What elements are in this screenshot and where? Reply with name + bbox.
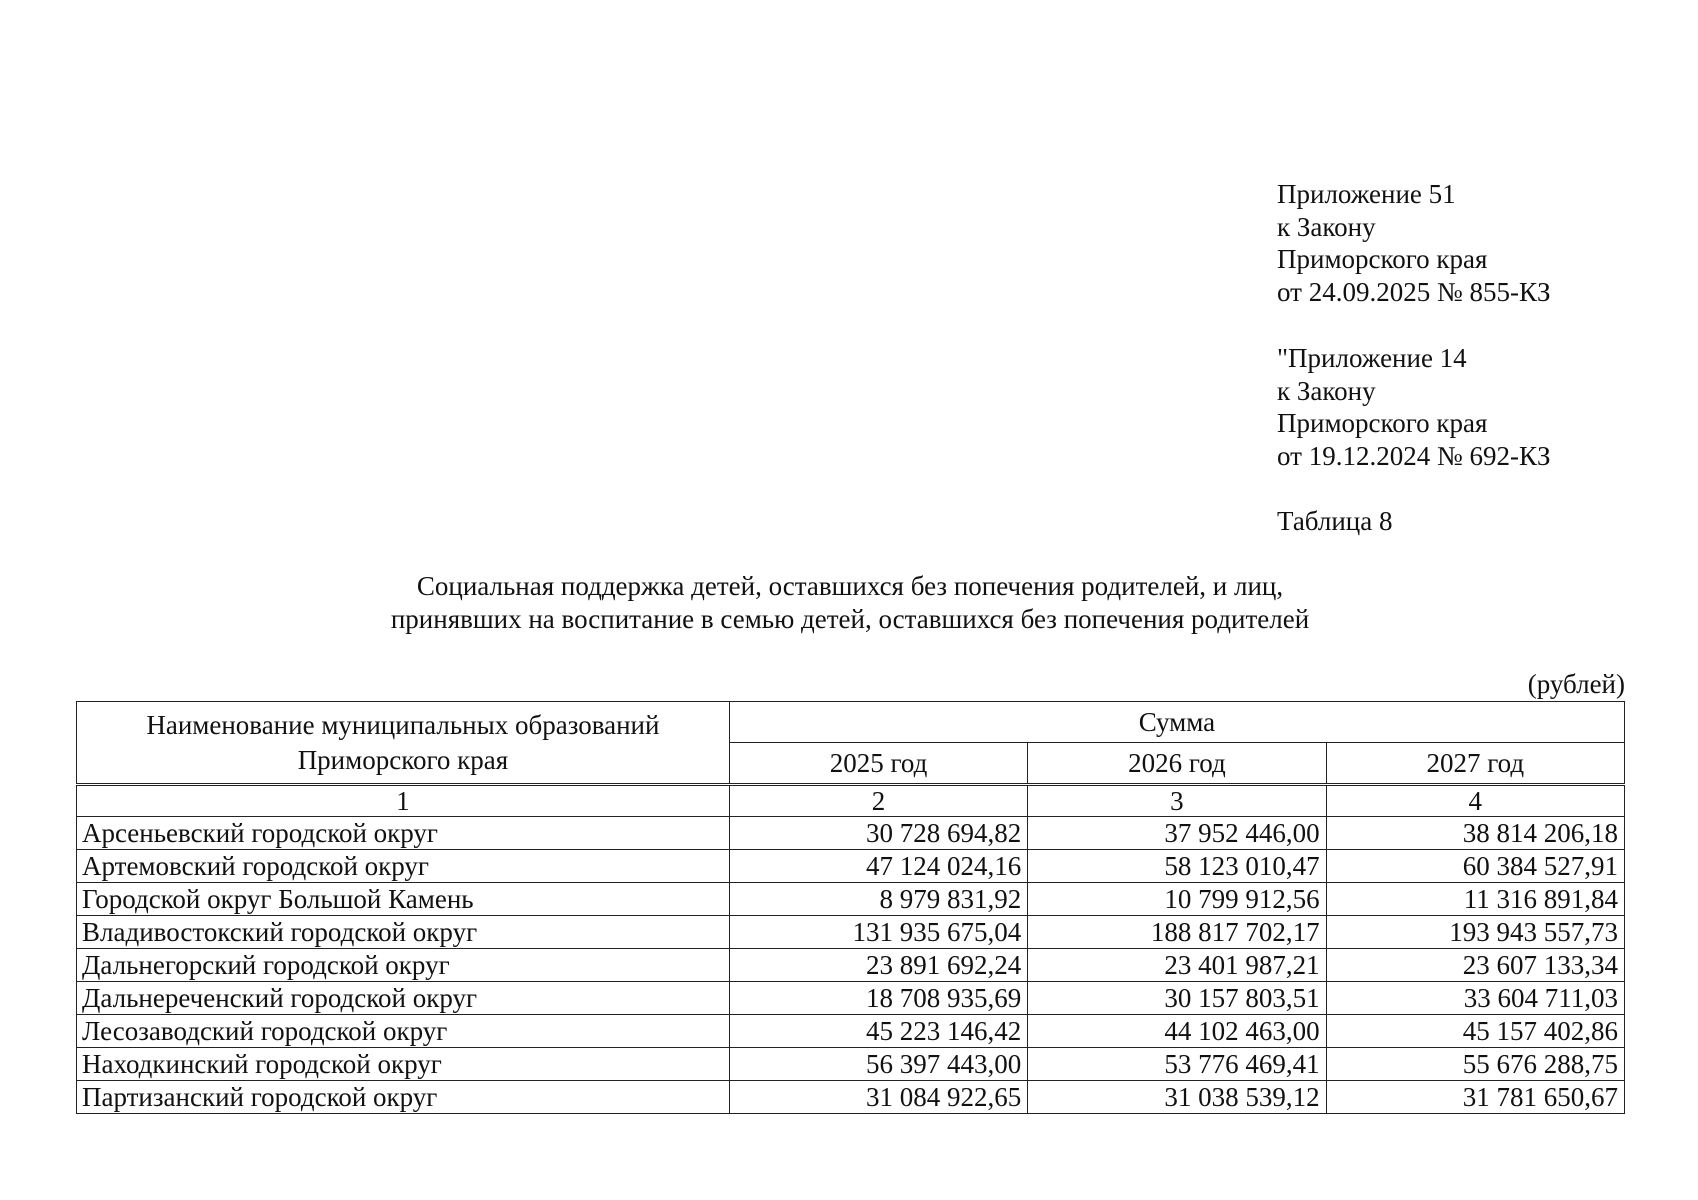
- amount-2027: 11 316 891,84: [1326, 883, 1624, 916]
- amount-2025: 18 708 935,69: [729, 982, 1027, 1015]
- annex-14-line-1: "Приложение 14: [1277, 343, 1467, 373]
- amount-2025: 23 891 692,24: [729, 949, 1027, 982]
- municipality-name: Артемовский городской округ: [77, 850, 730, 883]
- year-header-2027: 2027 год: [1326, 743, 1624, 785]
- municipality-name: Владивостокский городской округ: [77, 916, 730, 949]
- amount-2026: 188 817 702,17: [1028, 916, 1326, 949]
- table-row: [77, 1048, 1625, 1081]
- title-line-2: принявших на воспитание в семью детей, оставшихся без попечения родителей: [390, 604, 1310, 634]
- table-row: [77, 883, 1625, 916]
- sum-column-header: Сумма: [729, 702, 1624, 743]
- municipality-name: Находкинский городской округ: [77, 1048, 730, 1081]
- amount-2026: 30 157 803,51: [1028, 982, 1326, 1015]
- annex-14-header: [1277, 342, 1550, 472]
- year-header-2026: 2026 год: [1028, 743, 1326, 785]
- title-line-1: Социальная поддержка детей, оставшихся без попечения родителей, и лиц,: [416, 571, 1284, 601]
- table-label: Таблица 8: [1277, 506, 1393, 536]
- table-row: [77, 982, 1625, 1015]
- amount-2025: 56 397 443,00: [729, 1048, 1027, 1081]
- column-number: 1: [77, 785, 730, 817]
- municipality-name: Дальнереченский городской округ: [77, 982, 730, 1015]
- municipality-header-line-2: Приморского края: [297, 744, 509, 775]
- amount-2027: 45 157 402,86: [1326, 1015, 1624, 1048]
- amount-2027: 23 607 133,34: [1326, 949, 1624, 982]
- municipality-column-header: [77, 702, 730, 785]
- amount-2026: 23 401 987,21: [1028, 949, 1326, 982]
- annex-51-line-3: Приморского края: [1277, 244, 1488, 274]
- table-row: [77, 850, 1625, 883]
- amount-2026: 53 776 469,41: [1028, 1048, 1326, 1081]
- municipality-name: Дальнегорский городской округ: [77, 949, 730, 982]
- table-row: [77, 916, 1625, 949]
- amount-2026: 31 038 539,12: [1028, 1081, 1326, 1114]
- amount-2025: 8 979 831,92: [729, 883, 1027, 916]
- municipality-name: Лесозаводский городской округ: [77, 1015, 730, 1048]
- amount-2026: 10 799 912,56: [1028, 883, 1326, 916]
- amount-2026: 44 102 463,00: [1028, 1015, 1326, 1048]
- amount-2025: 31 084 922,65: [729, 1081, 1027, 1114]
- year-header-2025: 2025 год: [729, 743, 1027, 785]
- column-number: 3: [1028, 785, 1326, 817]
- municipality-name: Городской округ Большой Камень: [77, 883, 730, 916]
- unit-label: (рублей): [1527, 669, 1625, 699]
- amount-2026: 58 123 010,47: [1028, 850, 1326, 883]
- amount-2027: 55 676 288,75: [1326, 1048, 1624, 1081]
- amount-2027: 193 943 557,73: [1326, 916, 1624, 949]
- table-row: [77, 1081, 1625, 1114]
- annex-14-line-4: от 19.12.2024 № 692-КЗ: [1277, 440, 1551, 471]
- annex-14-line-2: к Закону: [1277, 375, 1376, 406]
- annex-51-header: [1277, 178, 1550, 308]
- amount-2027: 38 814 206,18: [1326, 817, 1624, 850]
- annex-51-line-2: к Закону: [1277, 211, 1376, 242]
- column-number: 4: [1326, 785, 1624, 817]
- amount-2027: 60 384 527,91: [1326, 850, 1624, 883]
- table-row: [77, 1015, 1625, 1048]
- municipality-name: Арсеньевский городской округ: [77, 817, 730, 850]
- amount-2025: 47 124 024,16: [729, 850, 1027, 883]
- amount-2025: 30 728 694,82: [729, 817, 1027, 850]
- amount-2026: 37 952 446,00: [1028, 817, 1326, 850]
- budget-table: [76, 701, 1625, 1114]
- annex-51-line-1: Приложение 51: [1277, 179, 1456, 209]
- amount-2027: 31 781 650,67: [1326, 1081, 1624, 1114]
- table-header-row: [77, 702, 1625, 743]
- column-number: 2: [729, 785, 1027, 817]
- municipality-header-line-1: Наименование муниципальных образований: [146, 709, 660, 740]
- document-title: [300, 570, 1400, 636]
- annex-51-line-4: от 24.09.2025 № 855-КЗ: [1277, 276, 1551, 307]
- table-row: [77, 817, 1625, 850]
- annex-14-line-3: Приморского края: [1277, 408, 1488, 438]
- municipality-name: Партизанский городской округ: [77, 1081, 730, 1114]
- amount-2027: 33 604 711,03: [1326, 982, 1624, 1015]
- table-row: [77, 949, 1625, 982]
- column-number-row: [77, 785, 1625, 817]
- amount-2025: 131 935 675,04: [729, 916, 1027, 949]
- amount-2025: 45 223 146,42: [729, 1015, 1027, 1048]
